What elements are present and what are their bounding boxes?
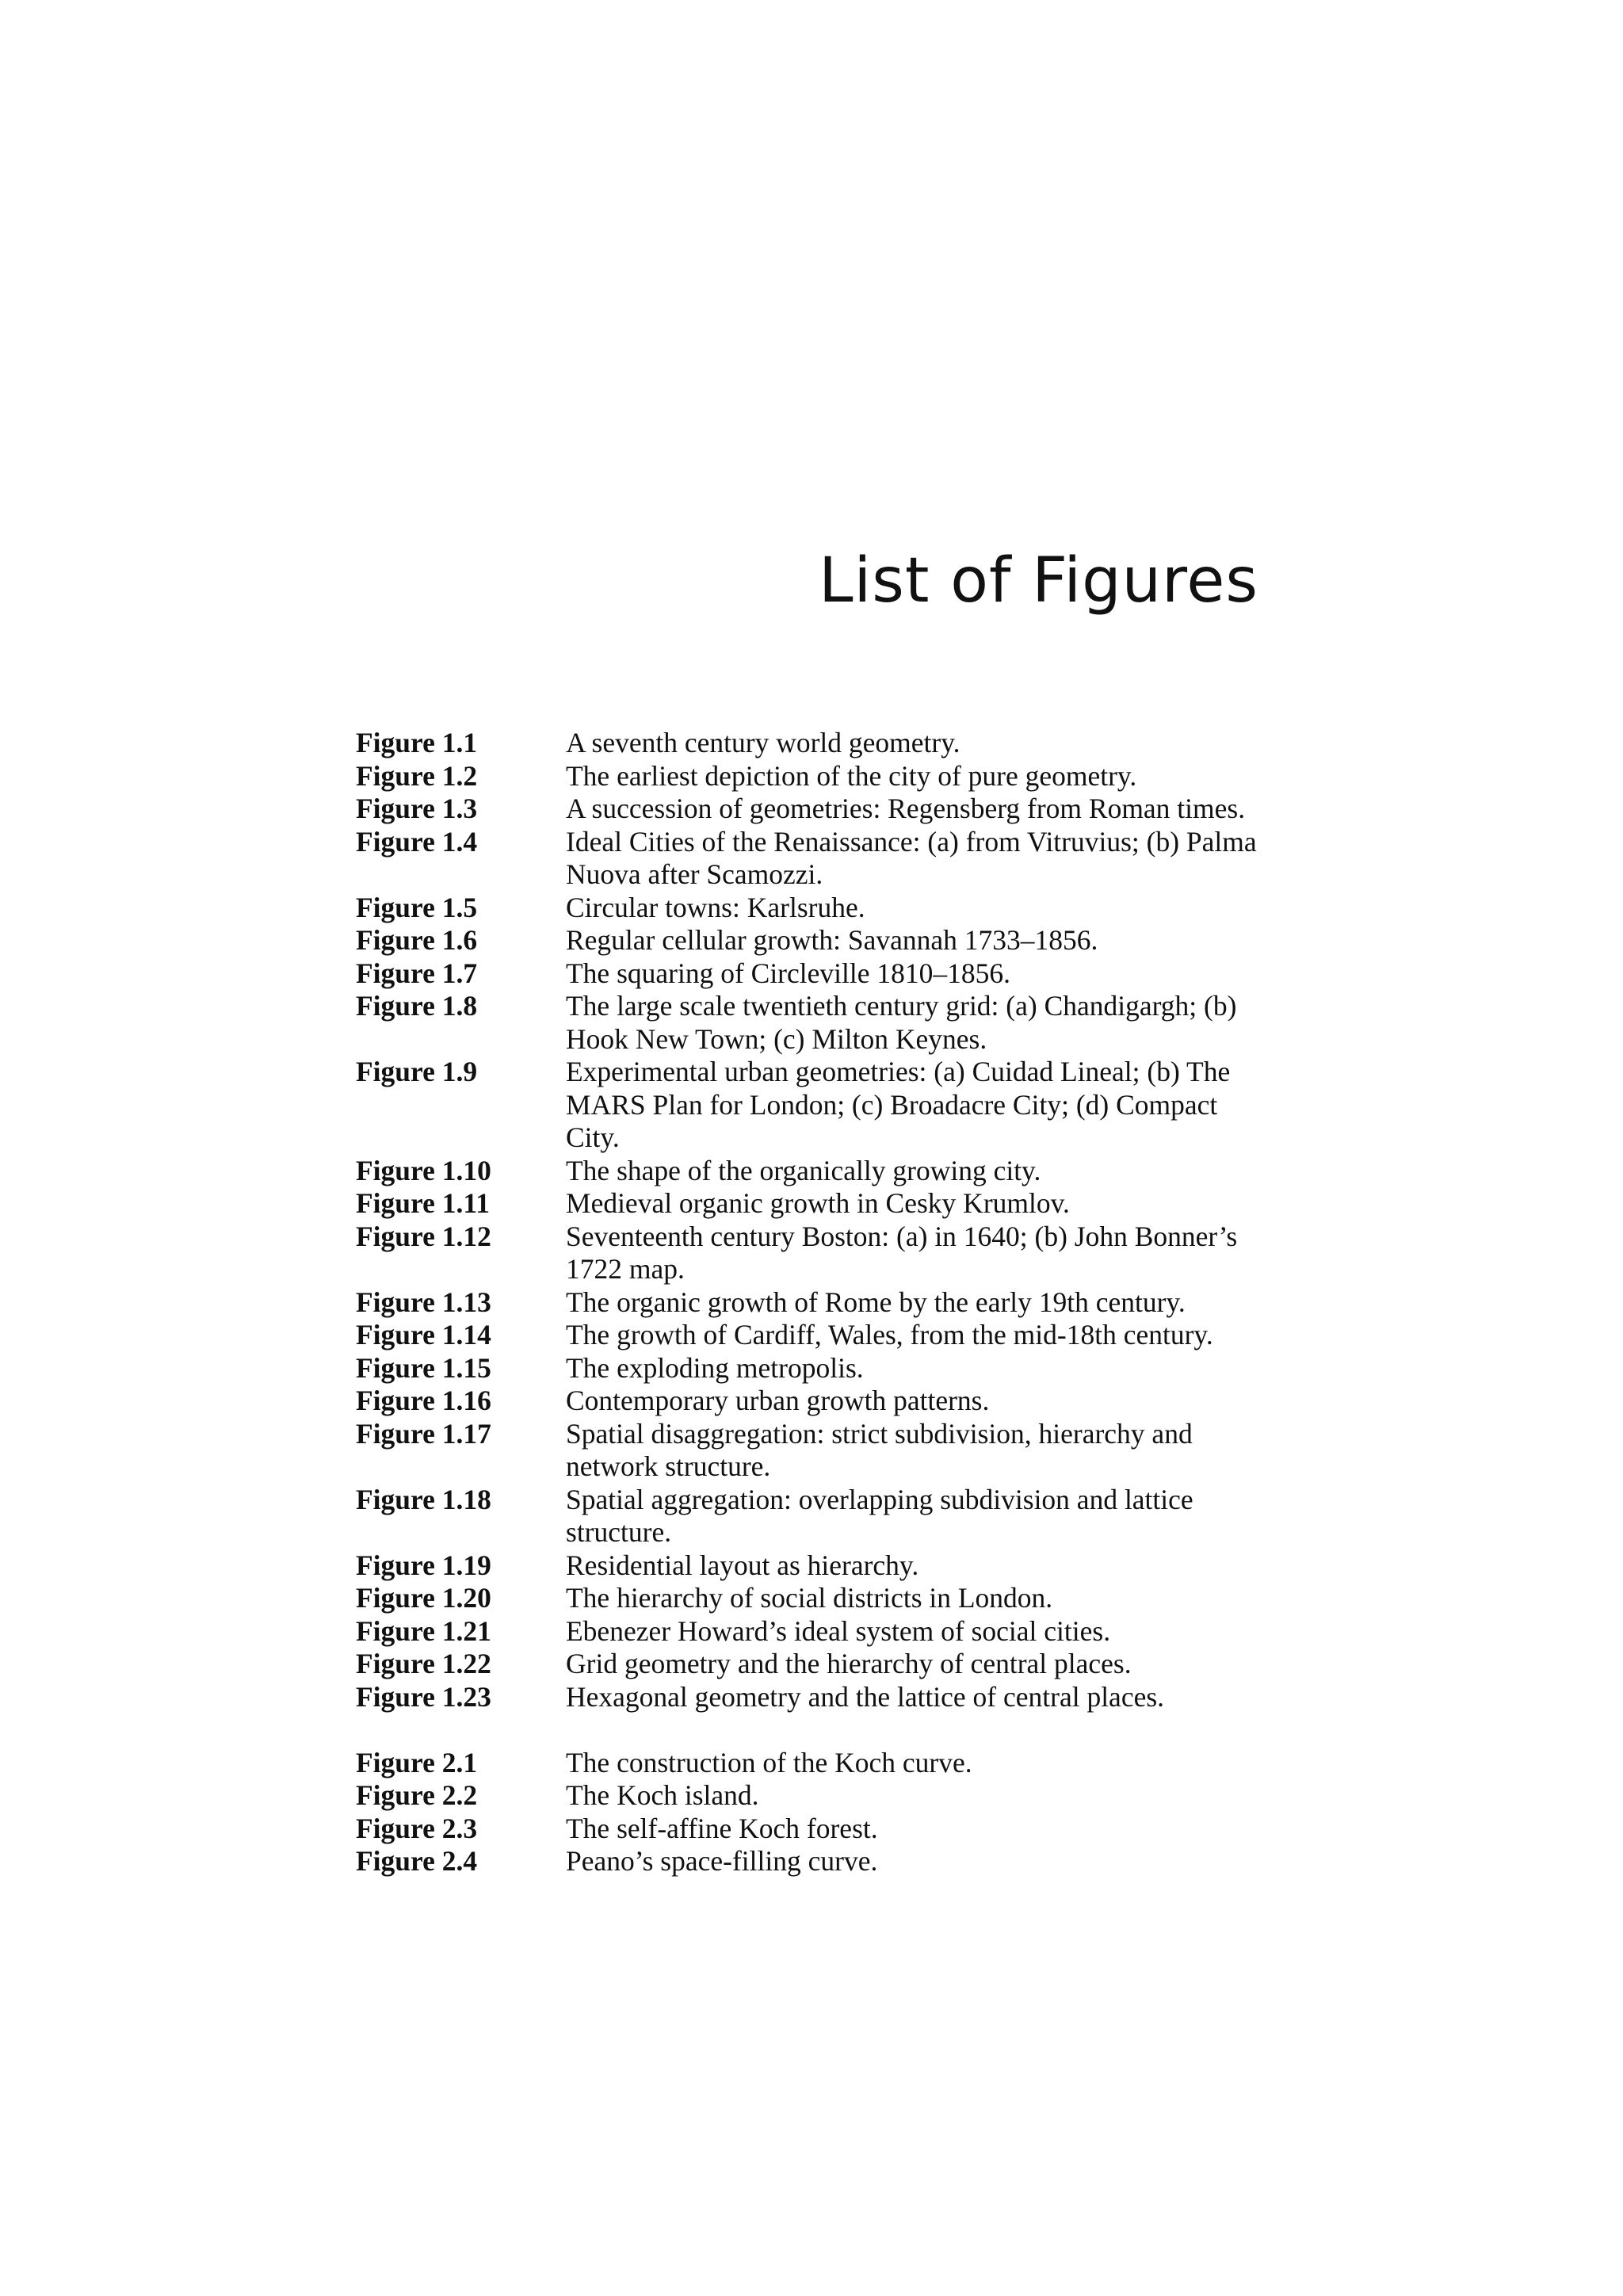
figure-entry xyxy=(356,1845,1307,1878)
figure-entry xyxy=(356,1155,1307,1188)
figure-number: Figure 1.8 xyxy=(356,990,478,1022)
figure-caption: Hexagonal geometry and the lattice of central places. xyxy=(566,1680,1165,1713)
figure-number: Figure 1.20 xyxy=(356,1582,491,1614)
figure-caption: The shape of the organically growing city. xyxy=(566,1154,1041,1186)
figure-entry xyxy=(356,727,1307,760)
figure-entry xyxy=(356,990,1307,1056)
figure-entry xyxy=(356,892,1307,925)
figure-entry xyxy=(356,793,1307,826)
figure-number: Figure 1.10 xyxy=(356,1154,491,1186)
figure-number: Figure 1.11 xyxy=(356,1187,490,1219)
figure-number: Figure 1.12 xyxy=(356,1220,491,1252)
figure-list xyxy=(356,727,1307,1878)
figure-number: Figure 1.4 xyxy=(356,825,478,858)
figure-number: Figure 1.18 xyxy=(356,1483,491,1515)
figure-number: Figure 2.1 xyxy=(356,1746,478,1778)
figure-caption: Residential layout as hierarchy. xyxy=(566,1549,919,1581)
figure-caption: The large scale twentieth century grid: (a) Chandigargh; (b) Hook New Town; (c) Milton Keynes. xyxy=(566,990,1237,1055)
figure-caption: Spatial aggregation: overlapping subdivision and lattice structure. xyxy=(566,1483,1193,1548)
figure-number: Figure 1.6 xyxy=(356,924,478,956)
figure-entry xyxy=(356,1221,1307,1286)
figure-entry xyxy=(356,1582,1307,1615)
figure-entry xyxy=(356,1187,1307,1221)
figure-entry xyxy=(356,1648,1307,1681)
figure-number: Figure 1.9 xyxy=(356,1056,478,1087)
figure-entry xyxy=(356,1779,1307,1813)
figure-number: Figure 1.21 xyxy=(356,1614,491,1647)
figure-number: Figure 1.13 xyxy=(356,1286,491,1318)
figure-caption: The earliest depiction of the city of pure geometry. xyxy=(566,759,1137,792)
figure-entry xyxy=(356,1056,1307,1155)
figure-caption: Medieval organic growth in Cesky Krumlov. xyxy=(566,1187,1070,1219)
figure-entry xyxy=(356,1418,1307,1484)
figure-entry xyxy=(356,760,1307,793)
figure-number: Figure 2.3 xyxy=(356,1812,478,1844)
figure-number: Figure 2.4 xyxy=(356,1845,478,1877)
figure-caption: Grid geometry and the hierarchy of central places. xyxy=(566,1648,1132,1679)
figure-caption: The growth of Cardiff, Wales, from the mid-18th century. xyxy=(566,1319,1213,1350)
figure-caption: Ebenezer Howard’s ideal system of social cities. xyxy=(566,1614,1111,1647)
figure-entry xyxy=(356,957,1307,991)
figure-number: Figure 1.1 xyxy=(356,727,478,758)
figure-caption: Circular towns: Karlsruhe. xyxy=(566,891,865,923)
figure-entry xyxy=(356,826,1307,892)
figure-number: Figure 1.7 xyxy=(356,957,478,989)
figure-caption: Ideal Cities of the Renaissance: (a) from Vitruvius; (b) Palma Nuova after Scamozzi. xyxy=(566,825,1257,890)
figure-number: Figure 2.2 xyxy=(356,1779,478,1811)
figure-caption: The construction of the Koch curve. xyxy=(566,1746,972,1778)
figure-number: Figure 1.15 xyxy=(356,1351,491,1384)
figure-caption: Experimental urban geometries: (a) Cuidad Lineal; (b) The MARS Plan for London; (c) Broadacre City; (d) Compact City. xyxy=(566,1056,1231,1153)
figure-entry xyxy=(356,1615,1307,1648)
figure-caption: Contemporary urban growth patterns. xyxy=(566,1385,990,1416)
figure-number: Figure 1.19 xyxy=(356,1549,491,1581)
figure-caption: Peano’s space-filling curve. xyxy=(566,1845,878,1877)
figure-entry xyxy=(356,1385,1307,1418)
page-title: List of Figures xyxy=(819,545,1258,617)
figure-entry xyxy=(356,1813,1307,1846)
figure-number: Figure 1.14 xyxy=(356,1319,491,1350)
figure-entry xyxy=(356,1286,1307,1320)
figure-number: Figure 1.22 xyxy=(356,1648,491,1679)
figure-caption: The exploding metropolis. xyxy=(566,1351,864,1384)
figure-entry xyxy=(356,1484,1307,1549)
figure-number: Figure 1.5 xyxy=(356,891,478,923)
figure-entry xyxy=(356,1549,1307,1583)
figure-entry xyxy=(356,1352,1307,1385)
figure-entry xyxy=(356,1747,1307,1780)
figure-caption: The squaring of Circleville 1810–1856. xyxy=(566,957,1010,989)
figure-caption: The Koch island. xyxy=(566,1779,759,1811)
figure-caption: Spatial disaggregation: strict subdivision, hierarchy and network structure. xyxy=(566,1417,1193,1482)
figure-caption: Regular cellular growth: Savannah 1733–1856. xyxy=(566,924,1098,956)
figure-caption: The organic growth of Rome by the early 19th century. xyxy=(566,1286,1186,1318)
figure-caption: A succession of geometries: Regensberg from Roman times. xyxy=(566,793,1246,824)
figure-caption: Seventeenth century Boston: (a) in 1640; (b) John Bonner’s 1722 map. xyxy=(566,1220,1238,1285)
figure-entry xyxy=(356,1319,1307,1352)
figure-number: Figure 1.16 xyxy=(356,1385,491,1416)
figure-number: Figure 1.3 xyxy=(356,793,478,824)
figure-entry xyxy=(356,1681,1307,1714)
figure-number: Figure 1.17 xyxy=(356,1417,491,1450)
figure-number: Figure 1.23 xyxy=(356,1680,491,1713)
figure-caption: A seventh century world geometry. xyxy=(566,727,960,758)
figure-caption: The self-affine Koch forest. xyxy=(566,1812,878,1844)
figure-number: Figure 1.2 xyxy=(356,759,478,792)
figure-caption: The hierarchy of social districts in London. xyxy=(566,1582,1053,1614)
figure-entry xyxy=(356,924,1307,957)
